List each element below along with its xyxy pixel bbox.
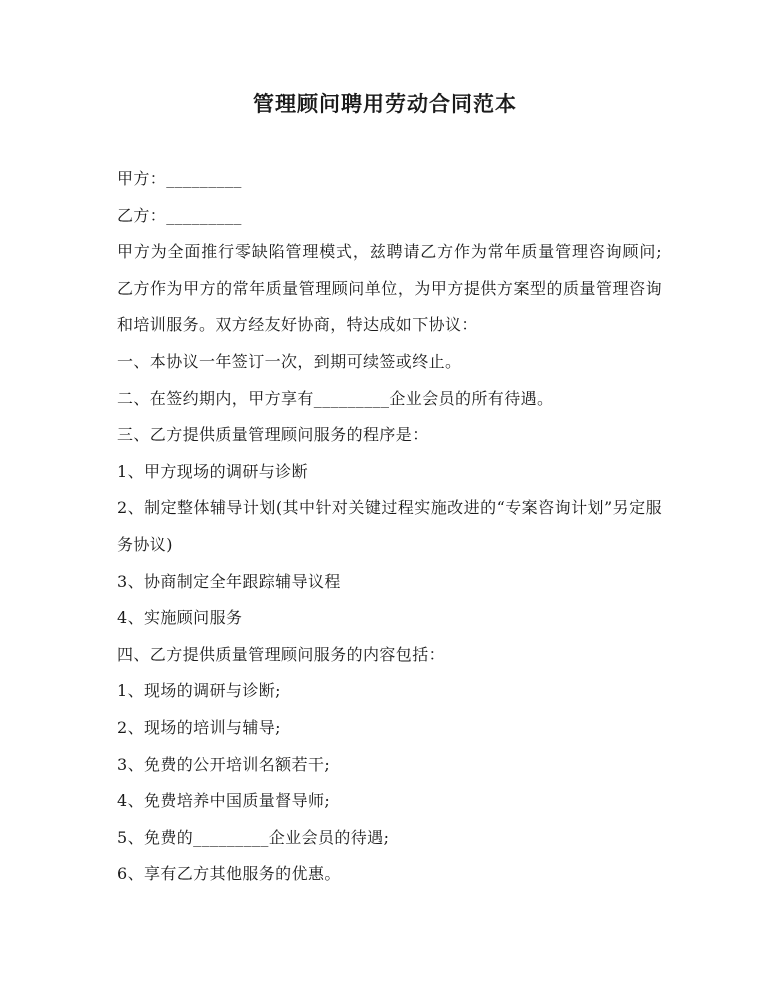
clause-4-item: 1、现场的调研与诊断; [117,681,281,701]
party-b-line: 乙方：_________ [117,205,242,225]
intro-paragraph: 甲方为全面推行零缺陷管理模式，兹聘请乙方作为常年质量管理咨询顾问;乙方作为甲方的常年质量管理顾问单位，为甲方提供方案型的质量管理咨询和培训服务。双方经友好协商，特达成如下协议： [117,242,662,335]
clause-3-item: 4、实施顾问服务 [117,608,243,628]
clause-2: 二、在签约期内，甲方享有_________企业会员的所有待遇。 [117,388,554,408]
clause-4-item: 3、免费的公开培训名额若干; [117,754,331,774]
clause-4-item: 2、现场的培训与辅导; [117,717,281,737]
clause-3-item: 1、甲方现场的调研与诊断 [117,461,308,481]
document-body [117,161,662,893]
clause-1: 一、本协议一年签订一次，到期可续签或终止。 [117,351,462,371]
clause-4-item: 4、免费培养中国质量督导师; [117,791,331,811]
party-a-line: 甲方：_________ [117,169,242,188]
clause-4-item: 6、享有乙方其他服务的优惠。 [117,864,341,884]
clause-3-item: 3、协商制定全年跟踪辅导议程 [117,571,341,591]
clause-4-item: 5、免费的_________企业会员的待遇; [117,827,390,847]
clause-3-item: 2、制定整体辅导计划(其中针对关键过程实施改进的“专案咨询计划”另定服务协议) [117,498,662,554]
clause-3-heading: 三、乙方提供质量管理顾问服务的程序是： [117,425,429,445]
document-title: 管理顾问聘用劳动合同范本 [253,91,517,116]
clause-4-heading: 四、乙方提供质量管理顾问服务的内容包括： [117,644,446,664]
